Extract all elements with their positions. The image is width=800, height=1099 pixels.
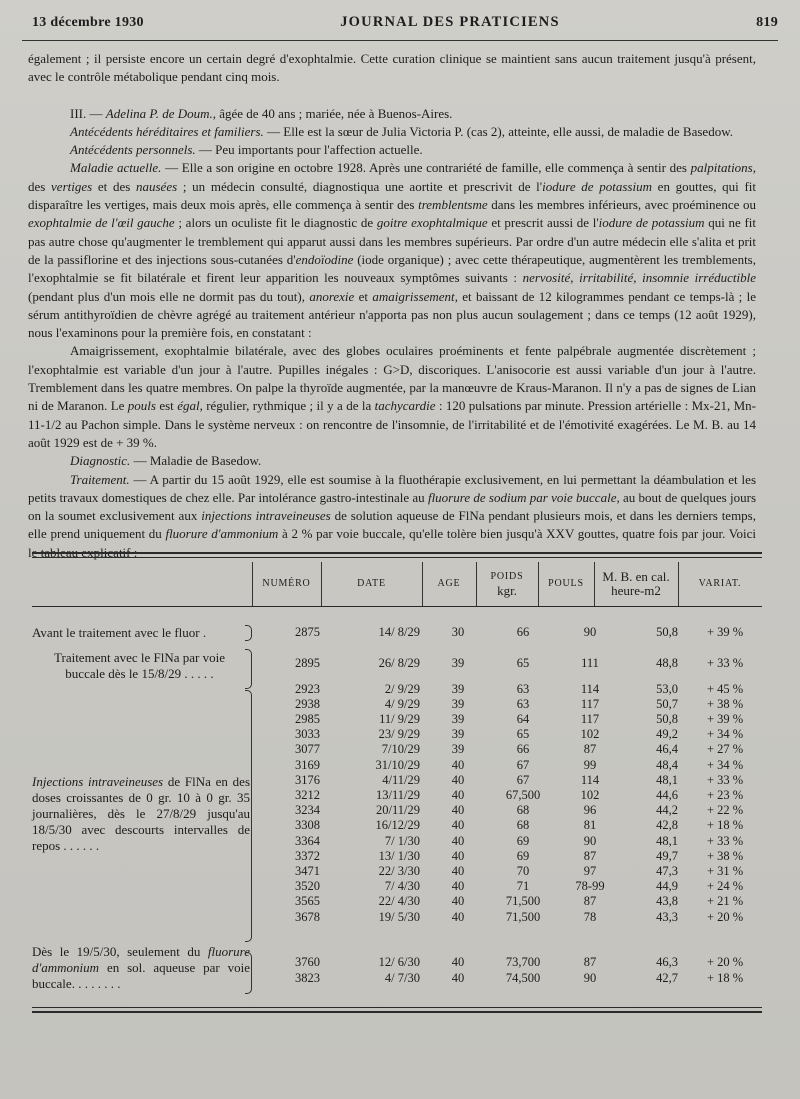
cell-pouls: 111 (581, 656, 599, 670)
table-row (252, 625, 762, 640)
article-body (28, 50, 756, 562)
table-bottom-rule-thin (32, 1007, 762, 1008)
cell-poids: 67,500 (505, 788, 541, 802)
cell-num: 3033 (295, 727, 320, 741)
cell-num: 3234 (295, 803, 320, 817)
cell-pouls: 96 (583, 803, 597, 817)
cell-var: + 45 % (707, 682, 744, 696)
cell-var: + 21 % (707, 894, 744, 908)
cell-pouls: 87 (583, 955, 597, 969)
table-row (252, 788, 762, 803)
cell-poids: 65 (516, 656, 530, 670)
cell-mb: 44,6 (656, 788, 678, 802)
cell-num: 2895 (295, 656, 320, 670)
cell-mb: 46,4 (656, 742, 678, 756)
cell-poids: 68 (516, 818, 530, 832)
cell-pouls: 81 (583, 818, 597, 832)
cell-poids: 74,500 (505, 971, 541, 985)
col-header-mb: M. B. en cal. heure-m2 (602, 569, 670, 598)
cell-mb: 43,3 (656, 910, 678, 924)
group-brace (245, 649, 252, 689)
table-top-rule-thin (32, 557, 762, 558)
cell-age: 40 (451, 971, 465, 985)
table-row (252, 849, 762, 864)
cell-var: + 33 % (707, 773, 744, 787)
paragraph-current-illness: Maladie actuelle. — Elle a son origine en octobre 1928. Après une contrariété de famille, elle commença à sentir des palpitations, des vertiges et des nausées ; un médecin consulté, diagnostiqua une aortite et prescrivit de l'iodure de potassium en gouttes, qui fit disparaître les vertiges, mais deux mois après, elle commença à sentir des tremblentsme dans les membres inférieurs, avec proéminence ou exophtalmie de l'œil gauche ; alors un oculiste fit le diagnostic de goitre exophtalmique et prescrit aussi de l'iodure de potassium qui ne fit pas autre chose qu'augmenter le tremblement qui apparut aussi dans les membres supérieurs. Par ordre d'un autre médecin elle s'alita et prit de la passiflorine et des injections sous-cutanées d'endoïodine (iode organique) ; avec cette thérapeutique, augmentèrent les tremblements, l'exophtalmie se fit bilatérale et firent leur apparition les nouveaux symptômes suivants : nervosité, irritabilité, insomnie irréductible (pendant plus d'un mois elle ne dormit pas du tout), anorexie et amaigrissement, et baissant de 12 kilogrammes pendant ce temps-là ; le sérum antithyroïdien de chèvre agrégé au traitement antérieur n'apporta pas non plus aucun soulagement ; dans ce temps (12 août 1929), nous l'examinons pour la première fois, en constatant : (28, 160, 757, 341)
cell-num: 2923 (295, 682, 320, 696)
cell-poids: 66 (516, 742, 530, 756)
cell-pouls: 90 (583, 834, 597, 848)
col-header-variat: VARIAT. (698, 578, 742, 589)
table-row (252, 742, 762, 757)
cell-date: 23/ 9/29 (378, 727, 420, 741)
cell-mb: 42,7 (656, 971, 678, 985)
cell-var: + 31 % (707, 864, 744, 878)
cell-var: + 39 % (707, 712, 744, 726)
patient-name: Adelina P. de Doum. (105, 105, 213, 121)
cell-poids: 71 (516, 879, 530, 893)
group-brace (245, 690, 252, 942)
cell-age: 39 (451, 712, 465, 726)
table-row (252, 773, 762, 788)
group-label-injections: Injections intraveineuses de FlNa en des doses croissantes de 0 gr. 10 à 0 gr. 35 journalières, dès le 27/8/29 jusqu'au 18/5/30 avec descourts intervalles de repos . . . . . . (32, 774, 251, 853)
cell-pouls: 90 (583, 971, 597, 985)
cell-var: + 39 % (707, 625, 744, 639)
group-label-ammonium: Dès le 19/5/30, seulement du fluorure d'ammonium en sol. aqueuse par voie buccale. . . . . . . . (32, 944, 250, 991)
cell-pouls: 87 (583, 742, 597, 756)
paragraph-treatment: Traitement. — A partir du 15 août 1929, elle est soumise à la fluothérapie exclusivement, en lui permettant la déambulation et les petits travaux domestiques de chez elle. Par intolérance gastro-intestinale au fluorure de sodium par voie buccale, au bout de quelques jours on la soumet exclusivement aux injections intraveineuses de solution aqueuse de FlNa pendant plusieurs mois, et dans les derniers temps, elle prend uniquement du fluorure d'ammonium à 2 % par voie buccale, qu'elle tolère bien jusqu'à XXV gouttes, quatre fois par jour. Voici le tableau explicatif : (28, 471, 756, 560)
cell-poids: 70 (516, 864, 530, 878)
cell-age: 40 (451, 910, 465, 924)
cell-date: 12/ 6/30 (378, 955, 420, 969)
cell-date: 14/ 8/29 (378, 625, 420, 639)
table-top-rule (32, 552, 762, 554)
cell-pouls: 87 (583, 894, 597, 908)
cell-num: 3520 (295, 879, 320, 893)
cell-mb: 50,7 (656, 697, 678, 711)
cell-poids: 67 (516, 758, 530, 772)
cell-var: + 34 % (707, 727, 744, 741)
cell-var: + 20 % (707, 910, 744, 924)
cell-mb: 48,1 (656, 773, 678, 787)
cell-date: 7/ 1/30 (384, 834, 420, 848)
table-row (252, 971, 762, 986)
page-header (32, 14, 778, 38)
cell-mb: 49,2 (656, 727, 678, 741)
cell-num: 3372 (295, 849, 320, 863)
table-row (252, 682, 762, 697)
cell-poids: 68 (516, 803, 530, 817)
header-date: 13 décembre 1930 (32, 15, 144, 30)
cell-pouls: 114 (580, 682, 600, 696)
cell-var: + 27 % (707, 742, 744, 756)
paragraph-personal: Antécédents personnels. — Peu importants pour l'affection actuelle. (70, 142, 423, 158)
header-rule (22, 40, 778, 41)
cell-num: 3678 (295, 910, 320, 924)
cell-pouls: 114 (580, 773, 600, 787)
cell-poids: 66 (516, 625, 530, 639)
cell-mb: 50,8 (656, 712, 678, 726)
cell-date: 20/11/29 (376, 803, 420, 817)
table-row (252, 656, 762, 671)
cell-var: + 24 % (707, 879, 744, 893)
cell-age: 40 (451, 894, 465, 908)
table-header-rule (32, 606, 762, 607)
cell-pouls: 102 (580, 727, 600, 741)
cell-mb: 48,1 (656, 834, 678, 848)
cell-mb: 44,2 (656, 803, 678, 817)
cell-mb: 46,3 (656, 955, 678, 969)
results-table (32, 552, 762, 1012)
cell-date: 16/12/29 (375, 818, 420, 832)
cell-num: 3823 (295, 971, 320, 985)
col-header-pouls: POULS (548, 578, 584, 589)
paragraph-case-title: III. — Adelina P. de Doum., âgée de 40 ans ; mariée, née à Buenos-Aires. (70, 105, 453, 121)
cell-num: 2875 (295, 625, 320, 639)
cell-var: + 20 % (707, 955, 744, 969)
cell-num: 3364 (295, 834, 320, 848)
cell-age: 40 (451, 788, 465, 802)
cell-date: 22/ 3/30 (378, 864, 420, 878)
cell-pouls: 87 (583, 849, 597, 863)
cell-num: 3308 (295, 818, 320, 832)
cell-poids: 69 (516, 834, 530, 848)
table-bottom-rule (32, 1011, 762, 1013)
cell-age: 40 (451, 834, 465, 848)
cell-age: 40 (451, 864, 465, 878)
cell-pouls: 78-99 (575, 879, 605, 893)
paragraph-examination: Amaigrissement, exophtalmie bilatérale, avec des globes oculaires proéminents et fente palpébrale augmentée discrètement ; l'exophtalmie est variable d'un jour à l'autre. Pupilles inégales : G>D, discoriques. L'anisocorie est aussi variable d'un jour à l'autre. Tremblement dans les quatre membres. On palpe la thyroïde augmentée, par la manœuvre de Kraus-Maranon. Il n'y a pas de signes de Lian ni de Maranon. Le pouls est égal, régulier, rythmique ; il y a de la tachycardie : 120 pulsations par minute. Pression artérielle : Mx-21, Mn-11-1/2 au Pachon simple. Dans le système nerveux : on rencontre de l'insomnie, de l'irritabilité et de l'émotivité exagérées. Le M. B. au 14 août 1929 est de + 39 %. (28, 343, 756, 450)
cell-poids: 64 (516, 712, 530, 726)
cell-mb: 49,7 (656, 849, 678, 863)
cell-date: 31/10/29 (375, 758, 420, 772)
cell-mb: 44,9 (656, 879, 678, 893)
table-row (252, 834, 762, 849)
cell-mb: 50,8 (656, 625, 678, 639)
cell-var: + 18 % (707, 818, 744, 832)
cell-mb: 48,8 (656, 656, 678, 670)
cell-var: + 18 % (707, 971, 744, 985)
cell-num: 3212 (295, 788, 320, 802)
cell-date: 4/11/29 (382, 773, 420, 787)
cell-age: 39 (451, 682, 465, 696)
cell-date: 2/ 9/29 (384, 682, 420, 696)
cell-age: 40 (451, 849, 465, 863)
cell-var: + 23 % (707, 788, 744, 802)
cell-var: + 22 % (707, 803, 744, 817)
cell-pouls: 97 (583, 864, 597, 878)
cell-pouls: 117 (580, 712, 600, 726)
cell-poids: 67 (516, 773, 530, 787)
table-row (252, 712, 762, 727)
cell-num: 3471 (295, 864, 320, 878)
cell-num: 3169 (295, 758, 320, 772)
cell-date: 11/ 9/29 (379, 712, 420, 726)
cell-poids: 73,700 (505, 955, 541, 969)
cell-mb: 47,3 (656, 864, 678, 878)
cell-age: 40 (451, 758, 465, 772)
cell-mb: 42,8 (656, 818, 678, 832)
cell-poids: 71,500 (505, 910, 541, 924)
table-row (252, 803, 762, 818)
header-page-number: 819 (756, 15, 778, 30)
cell-poids: 71,500 (505, 894, 541, 908)
paragraph-intro: également ; il persiste encore un certain degré d'exophtalmie. Cette curation clinique se maintient sans aucun traitement jusqu'à présent, avec le contrôle métabolique pendant cinq mois. (28, 51, 756, 85)
col-header-date: DATE (357, 578, 386, 589)
cell-var: + 34 % (707, 758, 744, 772)
cell-date: 4/ 9/29 (384, 697, 420, 711)
col-header-poids: POIDS kgr. (490, 571, 524, 598)
cell-pouls: 102 (580, 788, 600, 802)
cell-age: 40 (451, 773, 465, 787)
cell-pouls: 99 (583, 758, 597, 772)
cell-age: 40 (451, 803, 465, 817)
cell-poids: 69 (516, 849, 530, 863)
cell-var: + 38 % (707, 849, 744, 863)
cell-date: 13/11/29 (376, 788, 420, 802)
table-row (252, 758, 762, 773)
cell-pouls: 90 (583, 625, 597, 639)
cell-var: + 33 % (707, 834, 744, 848)
header-journal-title: JOURNAL DES PRATICIENS (340, 14, 560, 30)
cell-mb: 43,8 (656, 894, 678, 908)
table-row (252, 818, 762, 833)
cell-pouls: 78 (583, 910, 597, 924)
paragraph-hereditary: Antécédents héréditaires et familiers. — Elle est la sœur de Julia Victoria P. (cas 2), atteinte, elle aussi, de maladie de Basedow. (70, 123, 734, 139)
group-label-flna-oral: Traitement avec le FlNa par voie buccale dès le 15/8/29 . . . . . (54, 650, 225, 681)
cell-age: 39 (451, 727, 465, 741)
table-row (252, 910, 762, 925)
cell-date: 4/ 7/30 (384, 971, 420, 985)
cell-num: 2938 (295, 697, 320, 711)
col-header-numero: NUMÉRO (262, 578, 311, 589)
table-row (252, 864, 762, 879)
paragraph-diagnosis: Diagnostic. — Maladie de Basedow. (70, 453, 262, 469)
cell-date: 26/ 8/29 (378, 656, 420, 670)
cell-date: 22/ 4/30 (378, 894, 420, 908)
cell-var: + 33 % (707, 656, 744, 670)
cell-age: 39 (451, 656, 465, 670)
cell-age: 30 (451, 625, 465, 639)
cell-pouls: 117 (580, 697, 600, 711)
cell-date: 19/ 5/30 (378, 910, 420, 924)
group-brace (245, 625, 252, 641)
table-row (252, 955, 762, 970)
group-brace (245, 952, 252, 994)
cell-age: 39 (451, 697, 465, 711)
cell-age: 40 (451, 955, 465, 969)
cell-num: 3565 (295, 894, 320, 908)
cell-num: 3176 (295, 773, 320, 787)
cell-poids: 65 (516, 727, 530, 741)
cell-mb: 48,4 (656, 758, 678, 772)
cell-num: 2985 (295, 712, 320, 726)
cell-age: 40 (451, 818, 465, 832)
cell-mb: 53,0 (656, 682, 678, 696)
cell-date: 7/10/29 (381, 742, 420, 756)
table-row (252, 879, 762, 894)
cell-age: 39 (451, 742, 465, 756)
cell-num: 3760 (295, 955, 320, 969)
cell-date: 13/ 1/30 (378, 849, 420, 863)
cell-poids: 63 (516, 697, 530, 711)
cell-age: 40 (451, 879, 465, 893)
cell-var: + 38 % (707, 697, 744, 711)
group-label-before: Avant le traitement avec le fluor . (32, 625, 207, 640)
col-header-age: AGE (437, 578, 461, 589)
table-row (252, 894, 762, 909)
table-row (252, 697, 762, 712)
cell-poids: 63 (516, 682, 530, 696)
table-row (252, 727, 762, 742)
cell-num: 3077 (295, 742, 320, 756)
cell-date: 7/ 4/30 (384, 879, 420, 893)
